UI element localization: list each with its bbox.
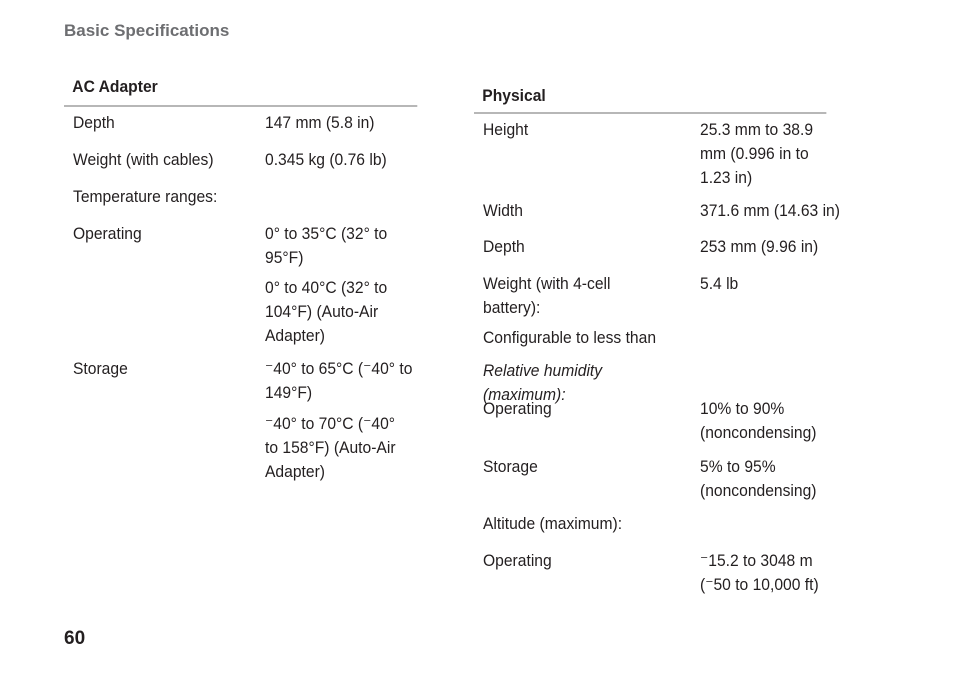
ac-adapter-table: [64, 75, 448, 484]
row-value: ⁻40° to 70°C (⁻40° to 158°F) (Auto-Air Adapter): [265, 414, 396, 481]
row-value: 25.3 mm to 38.9 mm (0.996 in to 1.23 in): [700, 120, 814, 187]
row-value: 0° to 35°C (32° to 95°F): [265, 224, 388, 267]
physical-table: [474, 84, 857, 599]
row-value: 147 mm (5.8 in): [265, 113, 375, 132]
row-value: ⁻15.2 to 3048 m (⁻50 to 10,000 ft): [700, 551, 819, 594]
row-label: Relative humidity (maximum):: [483, 361, 603, 404]
row-label: Operating: [73, 224, 142, 243]
row-label: Configurable to less than: [483, 328, 657, 347]
row-value: 10% to 90% (noncondensing): [700, 399, 817, 442]
table-row: [474, 549, 857, 599]
row-value: 0.345 kg (0.76 lb): [265, 150, 387, 169]
table-row: [64, 276, 448, 357]
table-row: [474, 199, 857, 235]
row-value: 371.6 mm (14.63 in): [700, 201, 840, 220]
row-label: Height: [483, 120, 529, 139]
row-label: Storage: [483, 457, 538, 476]
physical-title: Physical: [474, 84, 826, 114]
page-number: 60: [64, 628, 86, 649]
row-label: Weight (with 4-cell battery):: [483, 274, 611, 317]
row-label: Altitude (maximum):: [483, 514, 623, 533]
row-value: 253 mm (9.96 in): [700, 237, 819, 256]
row-value: 0° to 40°C (32° to 104°F) (Auto-Air Adapter): [265, 278, 388, 345]
table-row: [474, 272, 857, 326]
row-value: 5% to 95% (noncondensing): [700, 457, 817, 500]
ac-adapter-title: AC Adapter: [64, 75, 417, 107]
row-label: Width: [483, 201, 523, 220]
table-row: [64, 111, 448, 148]
table-row: [64, 412, 448, 484]
table-row: [64, 148, 448, 185]
table-row: [64, 185, 448, 222]
row-label: Operating: [483, 551, 552, 570]
table-row: [474, 326, 857, 359]
row-label: Storage: [73, 359, 128, 378]
row-label: Depth: [73, 113, 115, 132]
row-label: Weight (with cables): [73, 150, 214, 169]
table-row: [474, 455, 857, 512]
table-row: [474, 512, 857, 549]
table-row: [474, 235, 857, 272]
row-label: Temperature ranges:: [73, 187, 218, 206]
row-value: 5.4 lb: [700, 274, 739, 293]
table-row: [64, 357, 448, 412]
table-row: [64, 222, 448, 276]
table-row: [474, 118, 857, 199]
row-value: ⁻40° to 65°C (⁻40° to 149°F): [265, 359, 413, 402]
running-header: Basic Specifications: [64, 21, 230, 40]
row-label: Depth: [483, 237, 525, 256]
row-label: Operating: [483, 399, 552, 418]
table-row: [474, 359, 857, 404]
